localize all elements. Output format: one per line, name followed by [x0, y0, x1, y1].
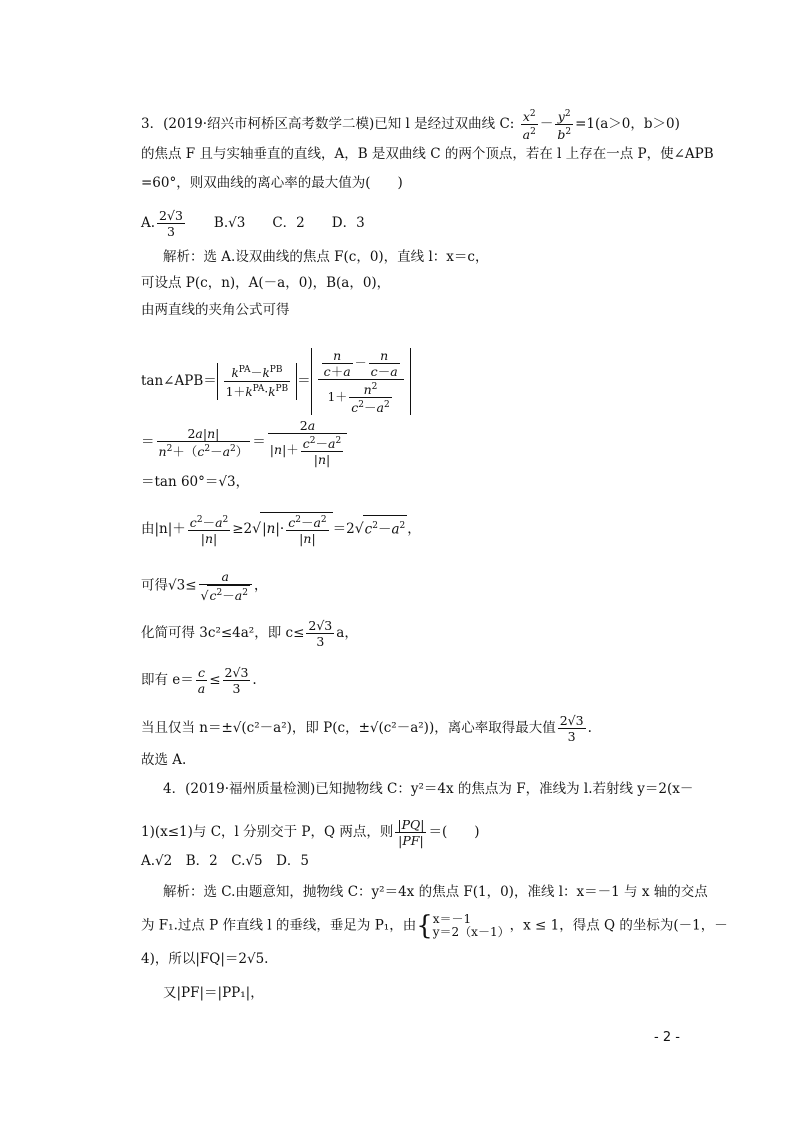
- q4-line2: 1)(x≤1)与 C，l 分别交于 P，Q 两点，则 $\frac{|PQ|}{|PF|}$ ＝( ): [141, 817, 480, 848]
- fraction-x2-a2: $\frac{x^2}{a^2}$: [522, 109, 536, 143]
- sol3-line3: 由两直线的夹角公式可得: [141, 302, 290, 318]
- q3-line1-end: =1(a＞0，b＞0): [575, 116, 680, 133]
- ineq-prefix: 可得√3≤: [141, 577, 197, 594]
- tan-label: tan∠APB＝: [141, 373, 217, 390]
- q3-line3: =60°，则双曲线的离心率的最大值为( ): [141, 175, 403, 191]
- q4-options: A.√2 B．2 C.√5 D．5: [141, 853, 309, 869]
- q3-line1: 3．(2019·绍兴市柯桥区高考数学二模)已知 l 是经过双曲线 C: $\frac{x^2}{a^2}$ － $\frac{y^2}{b^2}$ =1(a＞0，b＞0): [141, 109, 680, 143]
- equation-system: x＝－1 y＝2（x－1）: [432, 912, 510, 939]
- sol3-amgm: 由|n|＋ $\frac{c^2-a^2}{|n|}$ ≥2√|n|· $\frac{c^2-a^2}{|n|}$ $=2√c^2-a^2$ ，: [141, 512, 421, 546]
- sol3-equality: 当且仅当 n＝±√(c²－a²)，即 P(c，±√(c²－a²))，离心率取得最大值 $\frac{2√3}{3}$ .: [141, 713, 592, 744]
- page-number: - 2 -: [654, 1030, 680, 1045]
- e-line-text: 即有 e＝: [141, 672, 194, 688]
- q3-line2: 的焦点 F 且与实轴垂直的直线，A，B 是双曲线 C 的两个顶点，若在 l 上存在一点 P，使∠APB: [141, 146, 714, 162]
- simplify-end: a，: [336, 625, 358, 641]
- sol3-tan60: ＝tan 60°＝√3，: [141, 474, 250, 490]
- sol4-line2: 为 F₁.过点 P 作直线 l 的垂线，垂足为 P₁，由{ x＝－1 y＝2（x－1） ，x ≤ 1，得点 Q 的坐标为(－1，－: [141, 911, 728, 941]
- q4-line2-text: 1)(x≤1)与 C，l 分别交于 P，Q 两点，则: [141, 824, 394, 840]
- sol3-line1: 解析：选 A.设双曲线的焦点 F(c，0)，直线 l：x＝c，: [163, 249, 489, 265]
- option-a-fraction: $\frac{2√3}{3}$: [159, 208, 183, 239]
- sol4-line2-end: ，x ≤ 1，得点 Q 的坐标为(－1，－: [509, 917, 728, 934]
- sol3-tan-formula: tan∠APB＝ $\frac{k^{PA}-k^{PB}}{1+k^{PA}\cdot k^{PB}}$ ＝ $\frac{n}{c+a}$ － $\frac{n}{c-a}$ 1＋ $\frac{n^2}{c^2-a^2}$: [141, 348, 411, 415]
- sol3-inequality: 可得√3≤ $\frac{a}{√c^2-a^2}$ ，: [141, 569, 268, 604]
- fraction-2a-over: 2a |n|＋ $\frac{c^2-a^2}{|n|}$: [268, 418, 347, 467]
- simplify-text: 化简可得 3c²≤4a²，即 c≤: [141, 625, 305, 641]
- sol4-line2-text: 为 F₁.过点 P 作直线 l 的垂线，垂足为 P₁，由: [141, 917, 417, 934]
- q3-options: [141, 208, 365, 239]
- options-bcd: B.√3 C．2 D．3: [186, 215, 365, 231]
- sol3-conclusion: 故选 A.: [141, 752, 187, 768]
- sol4-line3: 4)，所以|FQ|＝2√5.: [141, 951, 269, 967]
- sol3-eccentricity: 即有 e＝ $\frac{c}{a}$ ≤ $\frac{2√3}{3}$ .: [141, 665, 257, 696]
- sol3-simplified: ＝ $\frac{2a|n|}{n^2+(c^2-a^2)}$ ＝ 2a |n|＋ $\frac{c^2-a^2}{|n|}$: [141, 418, 349, 467]
- abs-slope-fraction: $\frac{k^{PA}-k^{PB}}{1+k^{PA}\cdot k^{PB}}$: [217, 363, 297, 400]
- sol4-line1: 解析：选 C.由题意知，抛物线 C：y²＝4x 的焦点 F(1，0)，准线 l：x＝－1 与 x 轴的交点: [163, 884, 708, 900]
- sol4-line4: 又|PF|＝|PP₁|，: [163, 985, 264, 1001]
- fraction-2a-n: $\frac{2a|n|}{n^2+(c^2-a^2)}$: [158, 426, 249, 460]
- q4-line1: 4．(2019·福州质量检测)已知抛物线 C：y²＝4x 的焦点为 F，准线为 l.若射线 y＝2(x－: [163, 781, 694, 797]
- sol3-line2: 可设点 P(c，n)，A(－a，0)，B(a，0)，: [141, 275, 391, 291]
- option-a-label: A.: [141, 215, 156, 231]
- q4-line2-end: ＝( ): [428, 824, 480, 840]
- amgm-prefix: 由|n|＋: [141, 521, 186, 538]
- sol3-simplify: 化简可得 3c²≤4a²，即 c≤ $\frac{2√3}{3}$ a，: [141, 618, 358, 649]
- fraction-y2-b2: $\frac{y^2}{b^2}$: [557, 109, 572, 143]
- equality-text: 当且仅当 n＝±√(c²－a²)，即 P(c，±√(c²－a²))，离心率取得最大值: [141, 720, 556, 736]
- q3-line1-text: 3．(2019·绍兴市柯桥区高考数学二模)已知 l 是经过双曲线 C:: [141, 116, 519, 133]
- abs-n-fraction: $\frac{n}{c+a}$ － $\frac{n}{c-a}$ 1＋ $\frac{n^2}{c^2-a^2}$: [311, 348, 411, 415]
